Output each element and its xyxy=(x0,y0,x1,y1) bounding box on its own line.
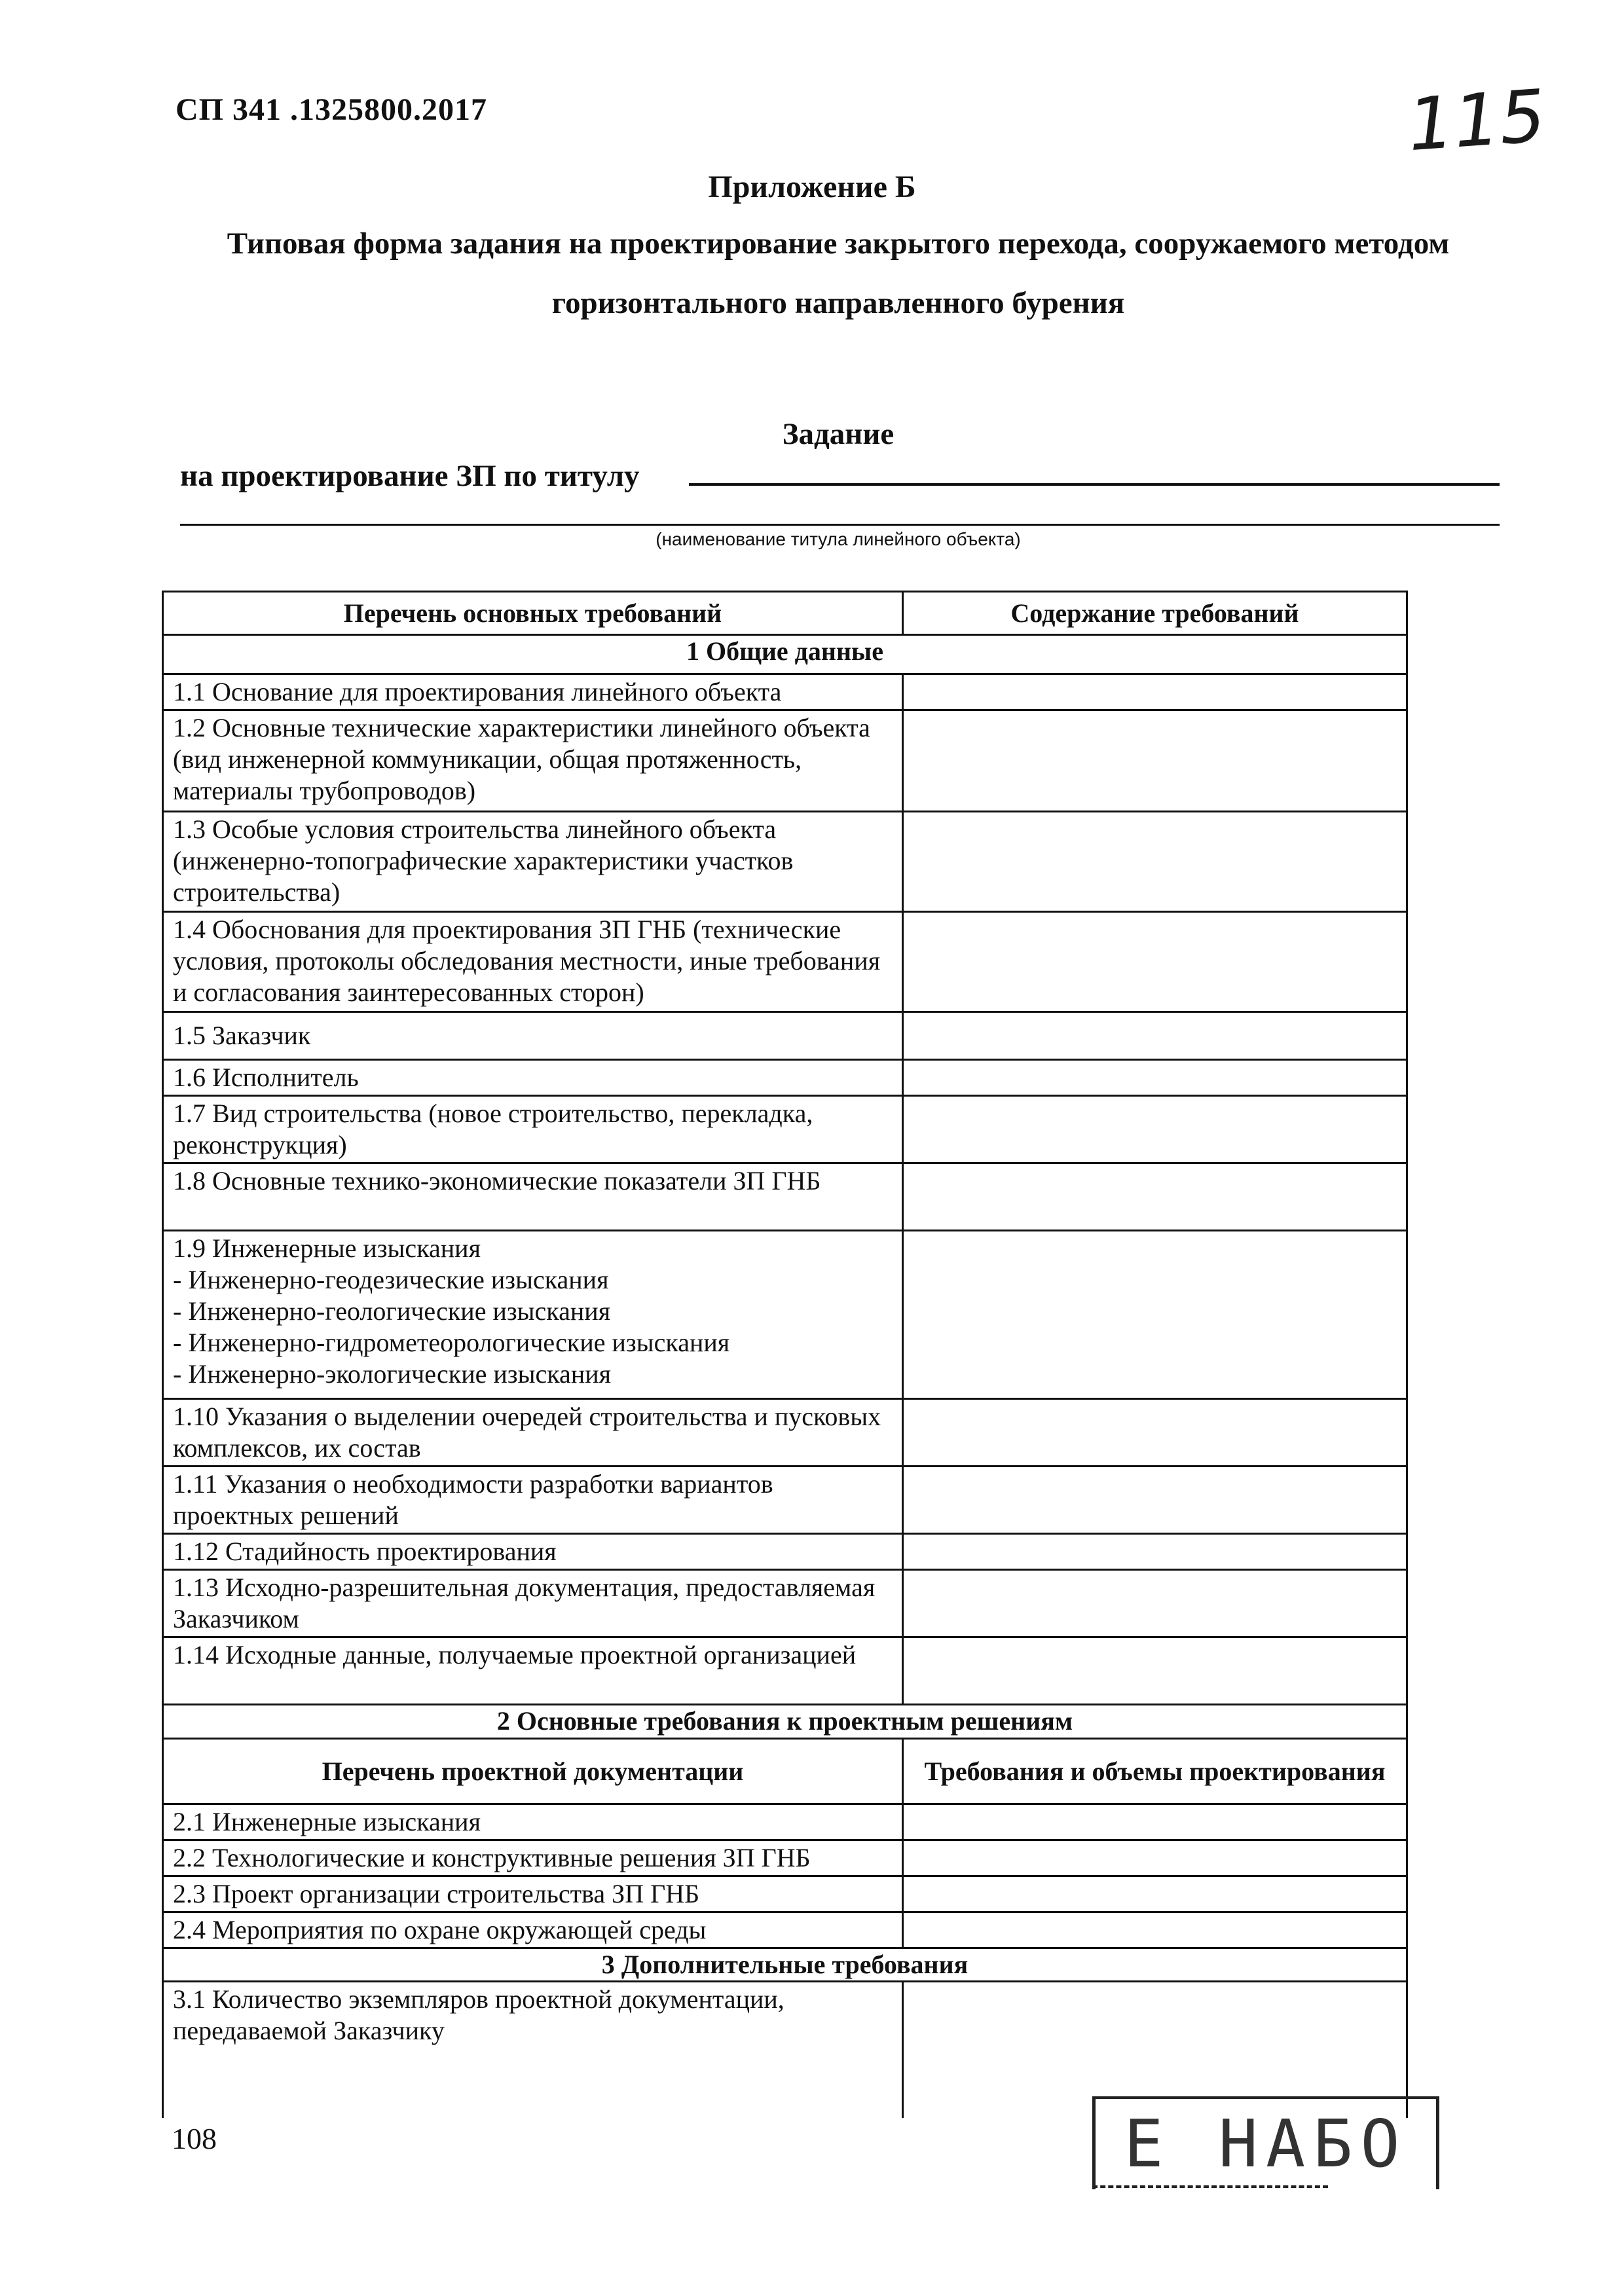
table-row xyxy=(163,1467,1407,1534)
requirement-1-12-value[interactable] xyxy=(903,1534,1407,1570)
page-number: 108 xyxy=(172,2122,217,2155)
requirement-1-9 xyxy=(163,1231,903,1399)
requirement-2-3-value[interactable] xyxy=(903,1876,1407,1912)
requirement-1-5: 1.5 Заказчик xyxy=(163,1012,903,1060)
requirement-2-4-value[interactable] xyxy=(903,1912,1407,1948)
requirement-1-4: 1.4 Обоснования для проектирования ЗП ГНБ (технические условия, протоколы обследования местности, иные требования и согласования заинтересованных сторон) xyxy=(163,912,903,1012)
requirement-1-7-value[interactable] xyxy=(903,1096,1407,1163)
requirement-1-13: 1.13 Исходно-разрешительная документация, предоставляемая Заказчиком xyxy=(163,1570,903,1637)
table-row xyxy=(163,1060,1407,1096)
title-fill-line xyxy=(689,483,1500,486)
requirement-1-14-value[interactable] xyxy=(903,1637,1407,1705)
header-design-requirements: Требования и объемы проектирования xyxy=(903,1739,1407,1804)
requirement-1-1-value[interactable] xyxy=(903,674,1407,710)
survey-item-geological: - Инженерно-геологические изыскания xyxy=(173,1296,611,1326)
requirements-table xyxy=(162,591,1408,2118)
title-fill-line-2 xyxy=(180,524,1500,526)
requirement-1-10-value[interactable] xyxy=(903,1399,1407,1467)
requirement-1-12: 1.12 Стадийность проектирования xyxy=(163,1534,903,1570)
requirement-2-2: 2.2 Технологические и конструктивные решения ЗП ГНБ xyxy=(163,1840,903,1876)
section-1-title: 1 Общие данные xyxy=(163,635,1407,674)
table-row xyxy=(163,1876,1407,1912)
requirement-1-3: 1.3 Особые условия строительства линейного объекта (инженерно-топографические характеристики участков строительства) xyxy=(163,812,903,912)
table-row xyxy=(163,1840,1407,1876)
table-row xyxy=(163,912,1407,1012)
table-row xyxy=(163,1804,1407,1840)
section-2-title: 2 Основные требования к проектным решениям xyxy=(163,1705,1407,1739)
survey-item-geodetic: - Инженерно-геодезические изыскания xyxy=(173,1265,609,1294)
requirement-1-6-value[interactable] xyxy=(903,1060,1407,1096)
requirement-1-4-value[interactable] xyxy=(903,912,1407,1012)
requirement-1-13-value[interactable] xyxy=(903,1570,1407,1637)
table-row xyxy=(163,710,1407,812)
requirement-2-4: 2.4 Мероприятия по охране окружающей среды xyxy=(163,1912,903,1948)
requirement-1-8-value[interactable] xyxy=(903,1163,1407,1231)
requirement-1-9-title: 1.9 Инженерные изыскания xyxy=(173,1233,481,1263)
requirement-1-3-value[interactable] xyxy=(903,812,1407,912)
requirement-1-8: 1.8 Основные технико-экономические показатели ЗП ГНБ xyxy=(163,1163,903,1231)
scan-stamp-edge xyxy=(1092,2185,1328,2188)
task-label: на проектирование ЗП по титулу xyxy=(180,459,640,493)
survey-item-ecological: - Инженерно-экологические изыскания xyxy=(173,1359,612,1389)
table-row xyxy=(163,1534,1407,1570)
section-row xyxy=(163,1705,1407,1739)
requirement-1-9-value[interactable] xyxy=(903,1231,1407,1399)
requirement-1-10: 1.10 Указания о выделении очередей строительства и пусковых комплексов, их состав xyxy=(163,1399,903,1467)
form-title-line-1: Типовая форма задания на проектирование закрытого перехода, сооружаемого методом xyxy=(227,227,1450,261)
requirement-2-3: 2.3 Проект организации строительства ЗП ГНБ xyxy=(163,1876,903,1912)
requirement-1-6: 1.6 Исполнитель xyxy=(163,1060,903,1096)
table-row xyxy=(163,1231,1407,1399)
requirement-1-1: 1.1 Основание для проектирования линейного объекта xyxy=(163,674,903,710)
title-caption: (наименование титула линейного объекта) xyxy=(655,529,1021,549)
task-title: Задание xyxy=(782,417,895,451)
header-requirements-list: Перечень основных требований xyxy=(163,592,903,635)
requirement-2-1-value[interactable] xyxy=(903,1804,1407,1840)
requirement-1-2: 1.2 Основные технические характеристики линейного объекта (вид инженерной коммуникации, общая протяженность, материалы трубопроводов) xyxy=(163,710,903,812)
requirement-1-11-value[interactable] xyxy=(903,1467,1407,1534)
document-code: СП 341 .1325800.2017 xyxy=(175,92,487,127)
table-row xyxy=(163,1570,1407,1637)
table-row xyxy=(163,1012,1407,1060)
requirement-1-5-value[interactable] xyxy=(903,1012,1407,1060)
table-row xyxy=(163,1399,1407,1467)
form-title-line-2: горизонтального направленного бурения xyxy=(551,286,1125,320)
table-row xyxy=(163,1637,1407,1705)
table-row xyxy=(163,674,1407,710)
handwritten-page-number: 115 xyxy=(1405,73,1549,168)
section-3-title: 3 Дополнительные требования xyxy=(163,1948,1407,1982)
table-subheader-row xyxy=(163,1739,1407,1804)
survey-item-hydrometeorological: - Инженерно-гидрометеорологические изыскания xyxy=(173,1328,730,1357)
header-project-docs: Перечень проектной документации xyxy=(163,1739,903,1804)
scan-stamp: Е НАБО xyxy=(1092,2096,1439,2189)
requirement-3-1: 3.1 Количество экземпляров проектной документации, передаваемой Заказчику xyxy=(163,1982,903,2118)
table-row xyxy=(163,1096,1407,1163)
requirement-1-11: 1.11 Указания о необходимости разработки вариантов проектных решений xyxy=(163,1467,903,1534)
table-row xyxy=(163,812,1407,912)
appendix-title: Приложение Б xyxy=(708,170,916,204)
table-header-row xyxy=(163,592,1407,635)
requirement-1-14: 1.14 Исходные данные, получаемые проектной организацией xyxy=(163,1637,903,1705)
header-requirements-content: Содержание требований xyxy=(903,592,1407,635)
requirement-2-2-value[interactable] xyxy=(903,1840,1407,1876)
requirement-2-1: 2.1 Инженерные изыскания xyxy=(163,1804,903,1840)
requirement-1-7: 1.7 Вид строительства (новое строительство, перекладка, реконструкция) xyxy=(163,1096,903,1163)
section-row xyxy=(163,635,1407,674)
requirement-1-2-value[interactable] xyxy=(903,710,1407,812)
table-row xyxy=(163,1912,1407,1948)
section-row xyxy=(163,1948,1407,1982)
table-row xyxy=(163,1163,1407,1231)
